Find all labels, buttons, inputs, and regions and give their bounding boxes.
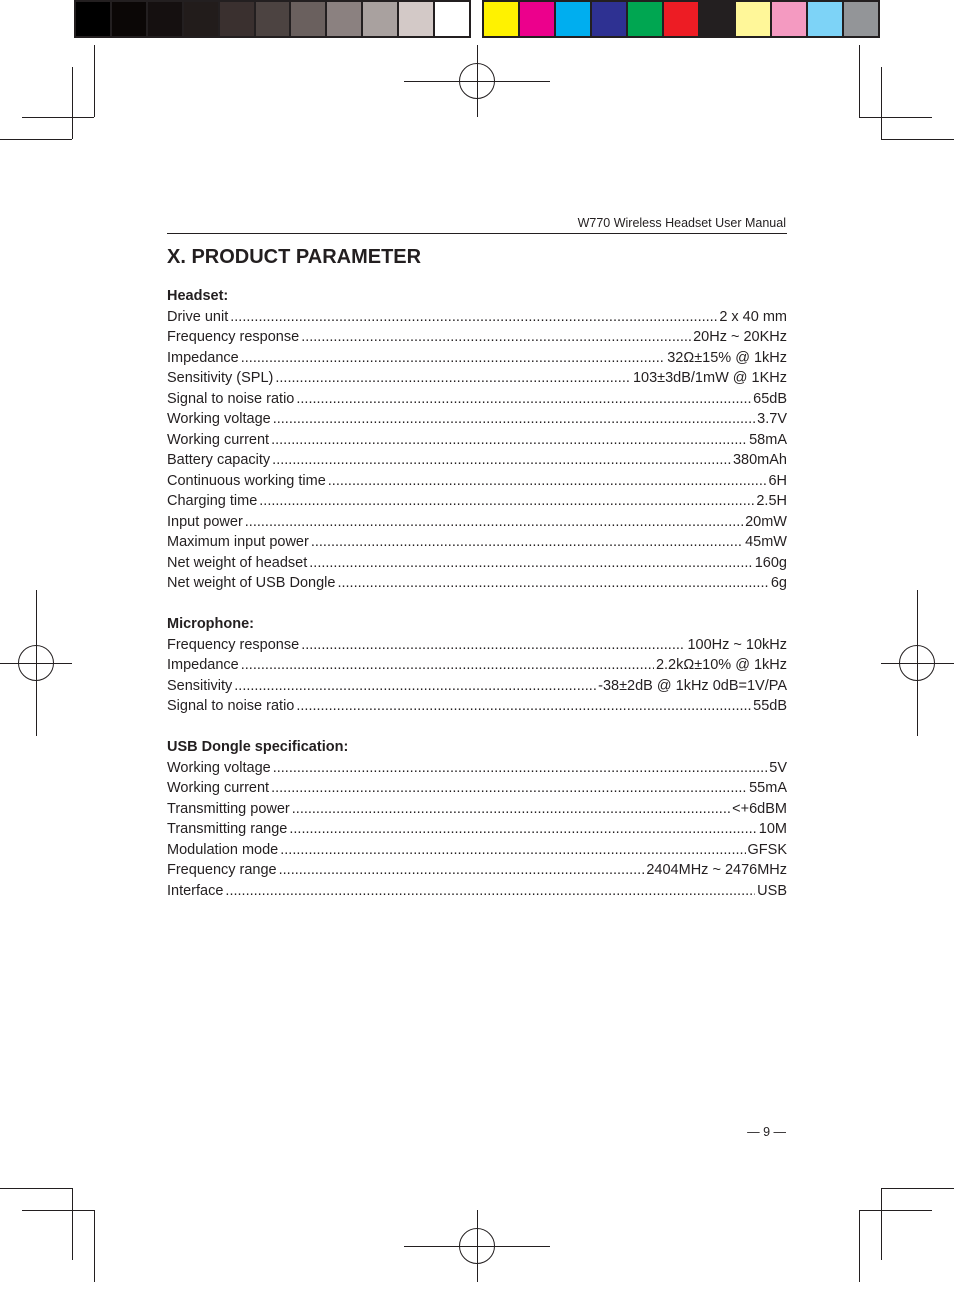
dot-leader bbox=[275, 368, 631, 389]
color-swatch bbox=[327, 2, 361, 36]
crop-mark bbox=[881, 1188, 882, 1260]
parameter-value: 160g bbox=[754, 554, 787, 571]
parameter-label: Charging time bbox=[167, 493, 258, 509]
dot-leader bbox=[309, 553, 752, 574]
parameter-row bbox=[167, 553, 787, 574]
color-swatch bbox=[220, 2, 254, 36]
dot-leader bbox=[280, 840, 745, 861]
parameter-value: 10M bbox=[758, 821, 787, 837]
parameter-label: Frequency range bbox=[167, 862, 277, 878]
dot-leader bbox=[234, 676, 596, 697]
parameter-row bbox=[167, 881, 787, 902]
parameter-value: 45mW bbox=[745, 534, 787, 550]
color-swatch bbox=[363, 2, 397, 36]
parameter-row bbox=[167, 307, 787, 328]
dot-leader bbox=[328, 471, 767, 492]
grayscale-color-bar bbox=[74, 0, 471, 38]
dot-leader bbox=[271, 778, 747, 799]
parameter-row bbox=[167, 799, 787, 820]
dot-leader bbox=[296, 389, 751, 410]
color-swatch bbox=[772, 2, 806, 36]
parameter-value: USB bbox=[757, 882, 787, 899]
crop-mark bbox=[72, 67, 73, 139]
parameter-row bbox=[167, 471, 787, 492]
parameter-value: 100Hz ~ 10kHz bbox=[687, 636, 787, 653]
parameter-label: Sensitivity (SPL) bbox=[167, 370, 274, 386]
parameter-label: Input power bbox=[167, 513, 243, 530]
dot-leader bbox=[292, 799, 730, 820]
dot-leader bbox=[279, 860, 645, 881]
parameter-row bbox=[167, 778, 787, 799]
dot-leader bbox=[241, 348, 665, 369]
parameter-value: 2404MHz ~ 2476MHz bbox=[646, 862, 787, 878]
dot-leader bbox=[272, 450, 731, 471]
crop-mark bbox=[94, 45, 95, 117]
parameter-row bbox=[167, 409, 787, 430]
section-title: Headset: bbox=[167, 288, 229, 304]
parameter-value: 55dB bbox=[753, 698, 787, 714]
parameter-row bbox=[167, 512, 787, 533]
parameter-value: 103±3dB/1mW @ 1KHz bbox=[632, 370, 787, 386]
crop-mark bbox=[859, 45, 860, 117]
parameter-value: 2.5H bbox=[756, 493, 787, 509]
parameter-row bbox=[167, 450, 787, 471]
crop-mark bbox=[94, 1210, 95, 1282]
section-spacer bbox=[167, 594, 787, 615]
header-rule bbox=[167, 233, 787, 234]
parameter-row bbox=[167, 860, 787, 881]
parameter-label: Drive unit bbox=[167, 308, 229, 325]
page-title: X. PRODUCT PARAMETER bbox=[167, 246, 422, 268]
dot-leader bbox=[271, 430, 747, 451]
color-swatch bbox=[844, 2, 878, 36]
parameter-value: 2 x 40 mm bbox=[719, 308, 787, 325]
parameter-row bbox=[167, 327, 787, 348]
crop-mark bbox=[22, 1210, 94, 1211]
parameter-row bbox=[167, 635, 787, 656]
crop-mark bbox=[0, 1188, 72, 1189]
parameter-value: 65dB bbox=[753, 390, 787, 407]
dot-leader bbox=[225, 881, 755, 902]
parameter-row bbox=[167, 840, 787, 861]
dot-leader bbox=[311, 532, 743, 553]
parameter-value: 2.2kΩ±10% @ 1kHz bbox=[655, 657, 787, 673]
dot-leader bbox=[273, 758, 768, 779]
dot-leader bbox=[301, 635, 685, 656]
color-swatch bbox=[808, 2, 842, 36]
section-title: USB Dongle specification: bbox=[167, 739, 349, 755]
parameter-label: Battery capacity bbox=[167, 452, 271, 468]
parameter-label: Net weight of USB Dongle bbox=[167, 575, 336, 591]
parameter-label: Net weight of headset bbox=[167, 554, 308, 571]
parameter-value: 55mA bbox=[749, 780, 787, 796]
parameter-value: 6H bbox=[768, 472, 787, 489]
parameter-label: Working current bbox=[167, 431, 270, 448]
parameter-label: Working voltage bbox=[167, 759, 271, 776]
color-swatch bbox=[736, 2, 770, 36]
parameter-row bbox=[167, 389, 787, 410]
color-swatch bbox=[112, 2, 146, 36]
section-title: Microphone: bbox=[167, 616, 254, 632]
crop-mark bbox=[859, 1210, 932, 1211]
parameter-list bbox=[167, 286, 787, 901]
parameter-label: Signal to noise ratio bbox=[167, 390, 295, 407]
parameter-label: Working voltage bbox=[167, 411, 271, 427]
color-swatch bbox=[291, 2, 325, 36]
color-swatch bbox=[592, 2, 626, 36]
crop-mark bbox=[859, 1210, 860, 1282]
parameter-row bbox=[167, 655, 787, 676]
dot-leader bbox=[289, 819, 756, 840]
parameter-value: 380mAh bbox=[732, 452, 787, 468]
crop-mark bbox=[72, 1188, 73, 1260]
parameter-value: 20mW bbox=[745, 513, 787, 530]
parameter-label: Continuous working time bbox=[167, 472, 326, 489]
page-number: — 9 — bbox=[747, 1125, 786, 1139]
parameter-label: Transmitting range bbox=[167, 821, 288, 837]
crop-mark bbox=[881, 67, 882, 139]
parameter-label: Signal to noise ratio bbox=[167, 698, 295, 714]
parameter-row bbox=[167, 348, 787, 369]
parameter-label: Frequency response bbox=[167, 636, 300, 653]
parameter-row bbox=[167, 368, 787, 389]
crop-mark bbox=[881, 1188, 954, 1189]
dot-leader bbox=[296, 696, 751, 717]
color-swatch bbox=[256, 2, 290, 36]
parameter-label: Working current bbox=[167, 780, 270, 796]
parameter-label: Impedance bbox=[167, 657, 239, 673]
color-swatch bbox=[484, 2, 518, 36]
dot-leader bbox=[245, 512, 743, 533]
process-color-bar bbox=[482, 0, 880, 38]
parameter-row bbox=[167, 573, 787, 594]
parameter-value: 58mA bbox=[749, 431, 787, 448]
crop-mark bbox=[859, 117, 932, 118]
parameter-row bbox=[167, 532, 787, 553]
parameter-row bbox=[167, 696, 787, 717]
parameter-value: 5V bbox=[769, 759, 787, 776]
parameter-value: 3.7V bbox=[757, 411, 787, 427]
parameter-row bbox=[167, 676, 787, 697]
parameter-value: 20Hz ~ 20KHz bbox=[693, 329, 787, 345]
section-spacer bbox=[167, 717, 787, 738]
crop-mark bbox=[0, 139, 72, 140]
parameter-value: 6g bbox=[770, 575, 787, 591]
color-swatch bbox=[435, 2, 469, 36]
parameter-value: 32Ω±15% @ 1kHz bbox=[667, 349, 787, 366]
dot-leader bbox=[230, 307, 717, 328]
color-swatch bbox=[520, 2, 554, 36]
color-swatch bbox=[664, 2, 698, 36]
color-swatch bbox=[184, 2, 218, 36]
parameter-row bbox=[167, 758, 787, 779]
dot-leader bbox=[241, 655, 654, 676]
parameter-value: GFSK bbox=[747, 841, 787, 858]
crop-mark bbox=[22, 117, 94, 118]
color-swatch bbox=[700, 2, 734, 36]
parameter-label: Maximum input power bbox=[167, 534, 309, 550]
dot-leader bbox=[273, 409, 755, 430]
crop-mark bbox=[881, 139, 954, 140]
parameter-value: -38±2dB @ 1kHz 0dB=1V/PA bbox=[598, 677, 787, 694]
parameter-value: <+6dBM bbox=[732, 800, 787, 817]
parameter-label: Transmitting power bbox=[167, 800, 290, 817]
color-swatch bbox=[148, 2, 182, 36]
color-swatch bbox=[628, 2, 662, 36]
running-header: W770 Wireless Headset User Manual bbox=[577, 216, 786, 230]
color-swatch bbox=[399, 2, 433, 36]
parameter-row bbox=[167, 819, 787, 840]
color-swatch bbox=[556, 2, 590, 36]
dot-leader bbox=[301, 327, 691, 348]
dot-leader bbox=[337, 573, 768, 594]
dot-leader bbox=[259, 491, 754, 512]
parameter-row bbox=[167, 430, 787, 451]
color-swatch bbox=[76, 2, 110, 36]
parameter-label: Sensitivity bbox=[167, 677, 233, 694]
parameter-row bbox=[167, 491, 787, 512]
parameter-label: Frequency response bbox=[167, 329, 300, 345]
parameter-label: Modulation mode bbox=[167, 841, 279, 858]
parameter-label: Interface bbox=[167, 882, 224, 899]
parameter-label: Impedance bbox=[167, 349, 239, 366]
